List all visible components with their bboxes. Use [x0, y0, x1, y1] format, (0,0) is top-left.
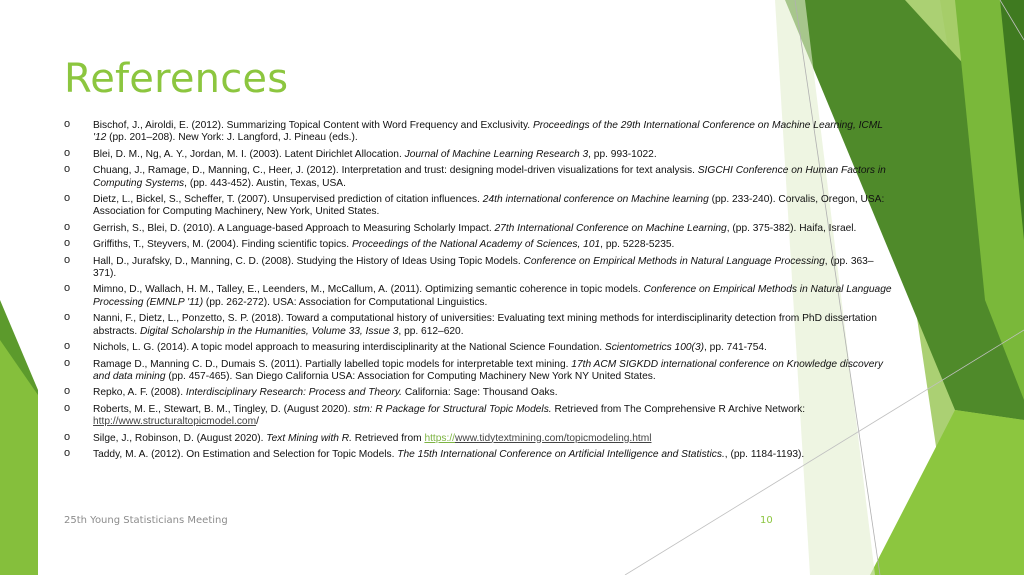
reference-details: , pp. 5228-5235. — [600, 239, 675, 251]
reference-details: (pp. 457-465). San Diego California USA: Association for Computing Machinery New York NY United States. — [165, 370, 656, 382]
reference-source: Text Mining with R. — [266, 432, 352, 444]
reference-text: Blei, D. M., Ng, A. Y., Jordan, M. I. (2003). Latent Dirichlet Allocation. — [93, 148, 405, 160]
reference-details: , (pp. 443-452). Austin, Texas, USA. — [184, 177, 346, 189]
bullet-icon: o — [64, 430, 71, 443]
bullet-icon: o — [64, 237, 71, 250]
reference-link-protocol[interactable]: https:// — [424, 432, 456, 444]
reference-text: Gerrish, S., Blei, D. (2010). A Language-based Approach to Measuring Scholarly Impact. — [93, 222, 495, 234]
reference-item — [64, 356, 894, 384]
reference-text: Silge, J., Robinson, D. (August 2020). — [93, 432, 267, 444]
reference-source: Proceedings of the 29th International Conference on Machine Learning, ICML '12 — [93, 120, 883, 144]
bullet-icon: o — [64, 118, 71, 130]
reference-text: Bischof, J., Airoldi, E. (2012). Summarizing Topical Content with Word Frequency and Exclusivity. — [93, 120, 533, 131]
reference-source: Scientometrics 100(3) — [604, 342, 705, 354]
reference-details: (pp. 233-240). Corvalis, Oregon, USA: Association for Computing Machinery, New York, United States. — [93, 194, 885, 218]
reference-text: Chuang, J., Ramage, D., Manning, C., Heer, J. (2012). Interpretation and trust: designing model-driven visualizations for text analysis. — [93, 165, 698, 177]
reference-text: Nichols, L. G. (2014). A topic model approach to measuring interdisciplinarity at the National Science Foundation. — [93, 342, 605, 354]
reference-link-tail: / — [256, 416, 259, 428]
reference-item — [64, 401, 894, 429]
reference-source: stm: R Package for Structural Topic Models. — [353, 403, 552, 415]
bullet-icon: o — [64, 220, 71, 233]
reference-link[interactable]: www.tidytextmining.com/topicmodeling.html — [455, 432, 652, 444]
reference-details: , (pp. 363–371). — [93, 255, 874, 280]
footer-text: 25th Young Statisticians Meeting — [64, 515, 228, 526]
reference-item — [64, 446, 894, 461]
reference-text: Dietz, L., Bickel, S., Scheffer, T. (2007). Unsupervised prediction of citation influences. — [93, 194, 483, 206]
reference-source: 24th international conference on Machine learning — [482, 194, 709, 206]
reference-source: Digital Scholarship in the Humanities, Volume 33, Issue 3 — [140, 325, 399, 337]
bullet-icon: o — [64, 163, 71, 176]
reference-details: , pp. 741-754. — [704, 342, 767, 354]
reference-details: , (pp. 1184-1193). — [724, 448, 805, 460]
reference-source: SIGCHI Conference on Human Factors in Computing Systems — [93, 165, 886, 189]
bullet-icon: o — [64, 192, 71, 205]
bullet-icon: o — [64, 253, 71, 266]
reference-source: 27th International Conference on Machine Learning — [494, 222, 727, 234]
reference-details: (pp. 262-272). USA: Association for Computational Linguistics. — [203, 296, 488, 308]
reference-list — [64, 120, 894, 465]
reference-text: Griffiths, T., Steyvers, M. (2004). Finding scientific topics. — [93, 239, 352, 251]
bullet-icon: o — [64, 340, 71, 353]
reference-item — [64, 120, 894, 145]
reference-details: Retrieved from — [351, 432, 425, 444]
reference-details: (pp. 201–208). New York: J. Langford, J. Pineau (eds.). — [106, 132, 358, 144]
reference-source: Conference on Empirical Methods in Natural Language Processing (EMNLP '11) — [93, 284, 892, 308]
reference-details: California: Sage: Thousand Oaks. — [401, 387, 558, 399]
reference-item — [64, 194, 894, 219]
reference-item — [64, 220, 894, 235]
reference-item — [64, 430, 894, 445]
reference-details: , pp. 612–620. — [398, 325, 464, 337]
reference-source: Conference on Empirical Methods in Natural Language Processing — [523, 255, 825, 267]
reference-text: Ramage D., Manning C. D., Dumais S. (2011). Partially labelled topic models for interpretable text mining. — [93, 358, 572, 370]
reference-item — [64, 146, 894, 161]
bullet-icon: o — [64, 311, 71, 324]
bullet-icon: o — [64, 146, 71, 159]
reference-item — [64, 239, 894, 251]
reference-link[interactable]: http://www.structuraltopicmodel.com — [93, 416, 257, 428]
reference-text: Taddy, M. A. (2012). On Estimation and Selection for Topic Models. — [93, 448, 398, 460]
reference-item — [64, 165, 894, 190]
reference-text: Roberts, M. E., Stewart, B. M., Tingley, D. (August 2020). — [93, 403, 354, 415]
bullet-icon: o — [64, 385, 71, 398]
reference-text: Nanni, F., Dietz, L., Ponzetto, S. P. (2018). Toward a computational history of universities: Evaluating text mining methods for interdisciplinarity detection from PhD dissertation abstracts. — [93, 313, 877, 337]
reference-item — [64, 313, 894, 338]
slide-title: References — [64, 56, 289, 102]
reference-item — [64, 342, 894, 354]
reference-text: Mimno, D., Wallach, H. M., Talley, E., Leenders, M., McCallum, A. (2011). Optimizing semantic coherence in topic models. — [93, 284, 644, 296]
bullet-icon: o — [64, 446, 71, 459]
reference-source: Interdisciplinary Research: Process and Theory. — [185, 387, 402, 399]
reference-details: , pp. 993-1022. — [588, 148, 657, 160]
reference-source: The 15th International Conference on Artificial Intelligence and Statistics. — [397, 448, 725, 460]
left-shard-light — [0, 340, 38, 575]
bullet-icon: o — [64, 401, 71, 414]
reference-text: Repko, A. F. (2008). — [93, 387, 186, 399]
reference-source: 17th ACM SIGKDD international conference on Knowledge discovery and data mining — [93, 358, 883, 382]
page-number: 10 — [760, 515, 773, 526]
bullet-icon: o — [64, 282, 71, 295]
reference-text: Hall, D., Jurafsky, D., Manning, C. D. (2008). Studying the History of Ideas Using Topic Models. — [93, 255, 524, 267]
reference-details: Retrieved from The Comprehensive R Archive Network: — [551, 403, 806, 415]
bullet-icon: o — [64, 356, 71, 369]
reference-source: Journal of Machine Learning Research 3 — [404, 148, 589, 160]
reference-details: , (pp. 375-382). Haifa, Israel. — [726, 222, 857, 234]
reference-item — [64, 284, 894, 309]
reference-item — [64, 253, 894, 281]
reference-item — [64, 387, 894, 399]
reference-source: Proceedings of the National Academy of Sciences, 101 — [351, 239, 601, 251]
